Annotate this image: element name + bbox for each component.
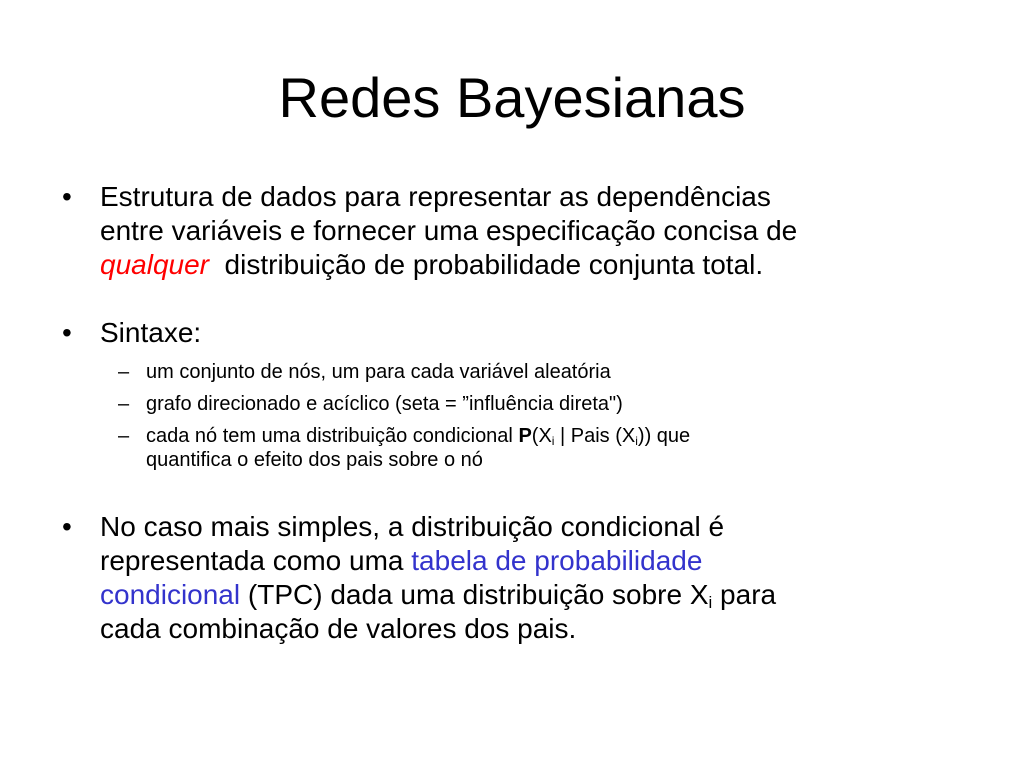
bullet-line: entre variáveis e fornecer uma especificação concisa de — [100, 215, 798, 246]
bullet-line — [100, 544, 962, 578]
bullet-line: Estrutura de dados para representar as dependências — [100, 181, 771, 212]
text-segment: para — [712, 579, 777, 610]
bullet-marker: • — [62, 181, 72, 212]
text-segment: cada nó tem uma distribuição condicional — [146, 425, 519, 447]
subscript-i: i — [551, 434, 555, 448]
sub-item-graph — [62, 392, 962, 416]
bullet-line: Sintaxe: — [100, 317, 202, 348]
bold-p: P — [518, 425, 532, 447]
text-segment: (TPC) dada uma distribuição sobre X — [240, 579, 709, 610]
text-segment: representada como uma — [100, 545, 412, 576]
bullet-line — [100, 578, 962, 612]
subscript-i: i — [635, 434, 638, 448]
slide-body — [62, 180, 962, 646]
highlight-term: tabela de probabilidade — [411, 545, 703, 576]
emphasis-word: qualquer — [100, 249, 209, 280]
bullet-simple-case — [62, 510, 962, 646]
sub-item-text-line2: quantifica o efeito dos pais sobre o nó — [146, 449, 483, 471]
sub-item-nodes — [62, 360, 962, 384]
sub-item-text: grafo direcionado e acíclico (seta = ”influência direta") — [146, 393, 623, 415]
sub-item-marker: – — [118, 393, 130, 415]
text-segment: | Pais (X — [554, 425, 636, 447]
slide-title: Redes Bayesianas — [278, 66, 746, 129]
bullet-marker: • — [62, 317, 72, 348]
sub-item-text: um conjunto de nós, um para cada variável aleatória — [146, 361, 611, 383]
text-segment: )) que — [637, 425, 691, 447]
bullet-line-rest: distribuição de probabilidade conjunta total. — [224, 249, 764, 280]
text-segment: (X — [531, 425, 552, 447]
sub-item-marker: – — [118, 425, 130, 447]
sub-item-distribution — [62, 424, 962, 472]
bullet-structure — [62, 180, 962, 282]
sub-item-marker: – — [118, 361, 130, 383]
bullet-line: cada combinação de valores dos pais. — [100, 613, 577, 644]
highlight-term: condicional — [100, 579, 241, 610]
sub-item-text — [146, 424, 962, 448]
bullet-line — [100, 248, 962, 282]
bullet-syntax — [62, 316, 962, 350]
bullet-marker: • — [62, 511, 72, 542]
subscript-i: i — [708, 593, 713, 613]
bullet-line: No caso mais simples, a distribuição condicional é — [100, 511, 725, 542]
